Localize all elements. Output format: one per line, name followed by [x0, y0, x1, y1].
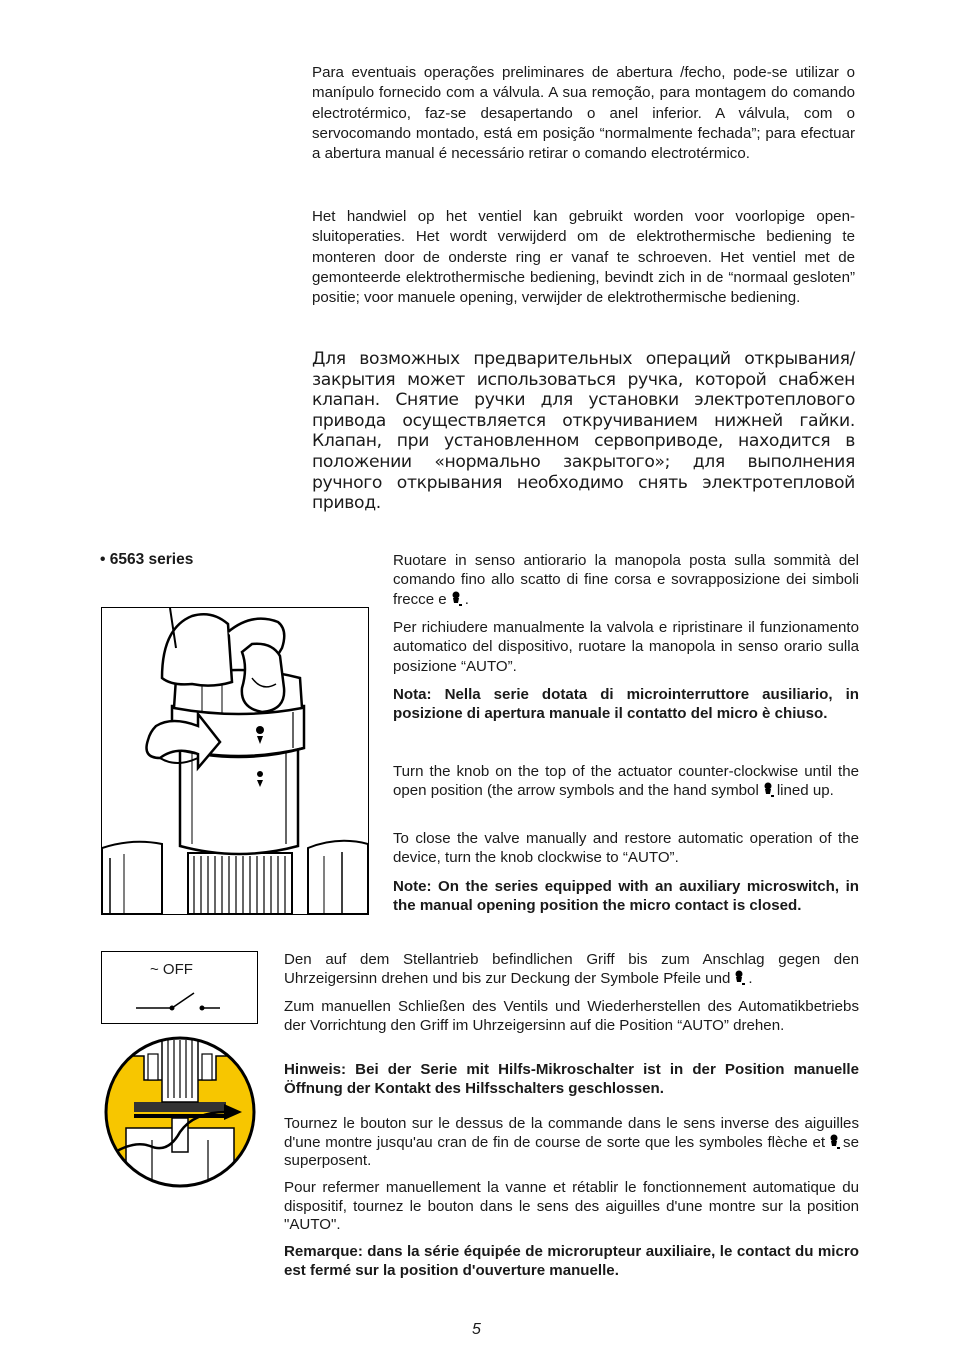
german-p1-end: . [748, 969, 753, 987]
italian-note: Nota: Nella serie dotata di microinterruttore ausiliario, in posizione di apertura manuale il contatto del micro è chiuso. [393, 686, 859, 723]
german-p1-text: Den auf dem Stellantrieb befindlichen Griff bis zum Anschlag gegen den Uhrzeigersinn drehen und bis zur Deckung der Symbole Pfeile und [284, 951, 859, 987]
english-instructions [393, 762, 859, 801]
french-instructions [284, 1115, 859, 1171]
italian-instructions [393, 551, 859, 609]
hand-symbol-icon [828, 1134, 840, 1150]
italian-paragraph-2: Per richiudere manualmente la valvola e ripristinare il funzionamento automatico del dispositivo, ruotare la manopola in senso orario sulla posizione “AUTO”. [393, 619, 859, 675]
actuator-knob-figure [101, 607, 369, 915]
english-note: Note: On the series equipped with an auxiliary microswitch, in the manual opening position the micro contact is closed. [393, 878, 859, 915]
hand-symbol-icon [762, 782, 774, 798]
italian-p1-end: . [464, 590, 469, 608]
german-paragraph-1 [284, 951, 859, 988]
english-paragraph-2: To close the valve manually and restore automatic operation of the device, turn the knob clockwise to “AUTO”. [393, 830, 859, 867]
italian-paragraph-1 [393, 551, 859, 609]
italian-p1-text: Ruotare in senso antiorario la manopola posta sulla sommità del comando fino allo scatto di fine corsa e sovrapposizione dei simboli frecce e [393, 552, 859, 608]
french-paragraph-1 [284, 1115, 859, 1171]
english-p1-text: Turn the knob on the top of the actuator counter-clockwise until the open position (the arrow symbols and the hand symbol [393, 763, 859, 800]
switch-off-label: ~ OFF [150, 961, 193, 978]
paragraph-russian [312, 349, 855, 514]
english-p1-end: lined up. [776, 782, 834, 800]
french-paragraph-2: Pour refermer manuellement la vanne et rétablir le fonctionnement automatique du dispositif, tournez le bouton dans le sens des aiguilles d'une montre sur la position "AUTO". [284, 1179, 859, 1233]
french-p1-end: se superposent. [284, 1133, 859, 1169]
hand-symbol-icon [733, 970, 745, 986]
actuator-knob-illustration [102, 608, 368, 914]
german-note: Hinweis: Bei der Serie mit Hilfs-Mikroschalter ist in der Position manuelle Öffnung der Kontakt des Hilfsschalters geschlossen. [284, 1061, 859, 1097]
english-paragraph-1 [393, 762, 859, 801]
paragraph-dutch: Het handwiel op het ventiel kan gebruikt worden voor voorlopige open-sluitoperaties. Het wordt verwijderd om de elektrothermische bediening te monteren door de onderste ring er vanaf te schroeven. Het ventiel met de gemonteerde elektrothermische bediening, bevindt zich in de “normaal gesloten” positie; voor manuele opening, verwijder de elektrothermische bediening. [312, 208, 855, 307]
paragraph-russian-text: Для возможных предварительных операций открывания/закрытия может использоваться ручка, которой снабжен клапан. Снятие ручки для установки электротеплового привода осуществляется откручиванием нижней гайки. Клапан, при установленном сервоприводе, находится в положении «нормально закрытого»; для выполнения ручного открывания необходимо снять электротепловой привод. [312, 349, 855, 514]
french-note: Remarque: dans la série équipée de microrupteur auxiliaire, le contact du micro est fermé sur la position d'ouverture manuelle. [284, 1243, 859, 1279]
german-instructions [284, 951, 859, 988]
hand-symbol-icon [450, 591, 462, 607]
french-p1-text: Tournez le bouton sur le dessus de la commande dans le sens inverse des aiguilles d'une montre jusqu'au cran de fin de course de sorte que les symboles flèche et [284, 1115, 859, 1151]
valve-cross-section-illustration [104, 1036, 256, 1188]
section-label-6563: • 6563 series [100, 551, 194, 568]
paragraph-portuguese: Para eventuais operações preliminares de abertura /fecho, pode-se utilizar o manípulo fornecido com a válvula. A sua remoção, para montagem do comando electrotérmico, faz-se desapertando o anel inferior. A válvula, com o servocomando montado, está em posição “normalmente fechada”; para efectuar a abertura manual é necessário retirar o comando electrotérmico. [312, 64, 855, 163]
valve-cross-section-figure [104, 1036, 256, 1188]
page-number: 5 [472, 1321, 481, 1338]
german-paragraph-2: Zum manuellen Schließen des Ventils und Wiederherstellen des Automatikbetriebs der Vorrichtung den Griff im Uhrzeigersinn auf die Position “AUTO” drehen. [284, 998, 859, 1034]
